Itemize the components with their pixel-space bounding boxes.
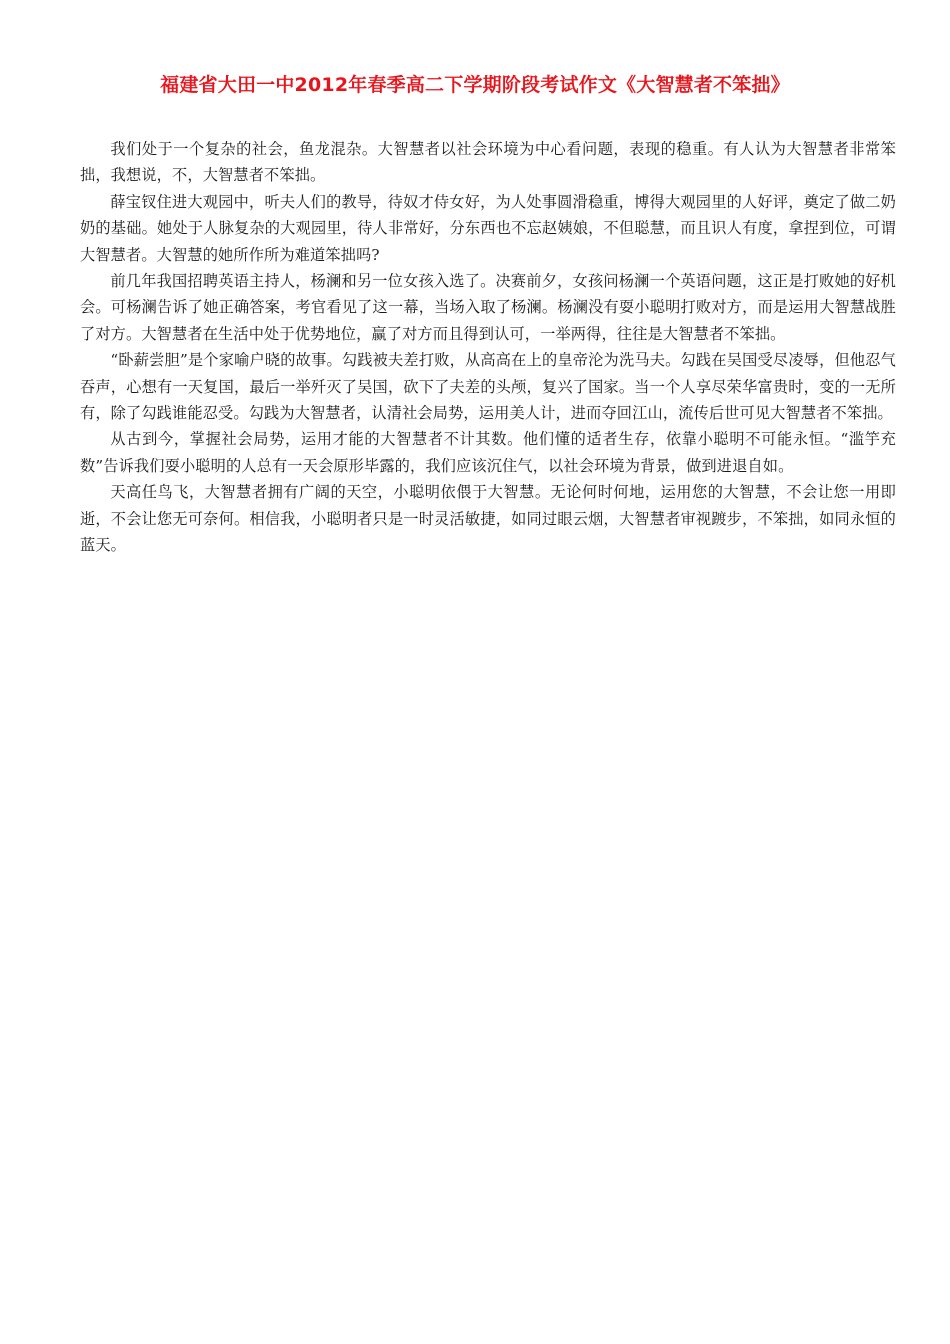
essay-paragraph-1: 我们处于一个复杂的社会，鱼龙混杂。大智慧者以社会环境为中心看问题，表现的稳重。有人认为大智慧者非常笨拙，我想说，不，大智慧者不笨拙。 — [80, 140, 896, 185]
essay-paragraph-5: 从古到今，掌握社会局势，运用才能的大智慧者不计其数。他们懂的适者生存，依靠小聪明不可能永恒。“滥竽充数”告诉我们耍小聪明的人总有一天会原形毕露的，我们应该沉住气，以社会环境为背景，做到进退自如。 — [80, 430, 896, 475]
essay-paragraph-2: 薛宝钗住进大观园中，听夫人们的教导，待奴才侍女好，为人处事圆滑稳重，博得大观园里的人好评，奠定了做二奶奶的基础。她处于人脉复杂的大观园里，待人非常好，分东西也不忘赵姨娘，不但聪慧，而且识人有度，拿捏到位，可谓大智慧者。大智慧的她所作所为难道笨拙吗? — [80, 192, 896, 264]
document-title: 福建省大田一中2012年春季高二下学期阶段考试作文《大智慧者不笨拙》 — [160, 74, 790, 96]
essay-paragraph-6: 天高任鸟飞，大智慧者拥有广阔的天空，小聪明依偎于大智慧。无论何时何地，运用您的大智慧，不会让您一用即逝，不会让您无可奈何。相信我，小聪明者只是一时灵活敏捷，如同过眼云烟，大智慧者审视踱步，不笨拙，如同永恒的蓝天。 — [80, 483, 896, 555]
essay-body — [80, 136, 896, 559]
essay-paragraph-3: 前几年我国招聘英语主持人，杨澜和另一位女孩入选了。决赛前夕，女孩问杨澜一个英语问题，这正是打败她的好机会。可杨澜告诉了她正确答案，考官看见了这一幕，当场入取了杨澜。杨澜没有耍小聪明打败对方，而是运用大智慧战胜了对方。大智慧者在生活中处于优势地位，赢了对方而且得到认可，一举两得，往往是大智慧者不笨拙。 — [80, 272, 896, 343]
essay-paragraph-4: “卧薪尝胆”是个家喻户晓的故事。勾践被夫差打败，从高高在上的皇帝沦为洗马夫。勾践在吴国受尽凌辱，但他忍气吞声，心想有一天复国，最后一举歼灭了吴国，砍下了夫差的头颅，复兴了国家。当一个人享尽荣华富贵时，变的一无所有，除了勾践谁能忍受。勾践为大智慧者，认清社会局势，运用美人计，进而夺回江山，流传后世可见大智慧者不笨拙。 — [80, 351, 896, 423]
